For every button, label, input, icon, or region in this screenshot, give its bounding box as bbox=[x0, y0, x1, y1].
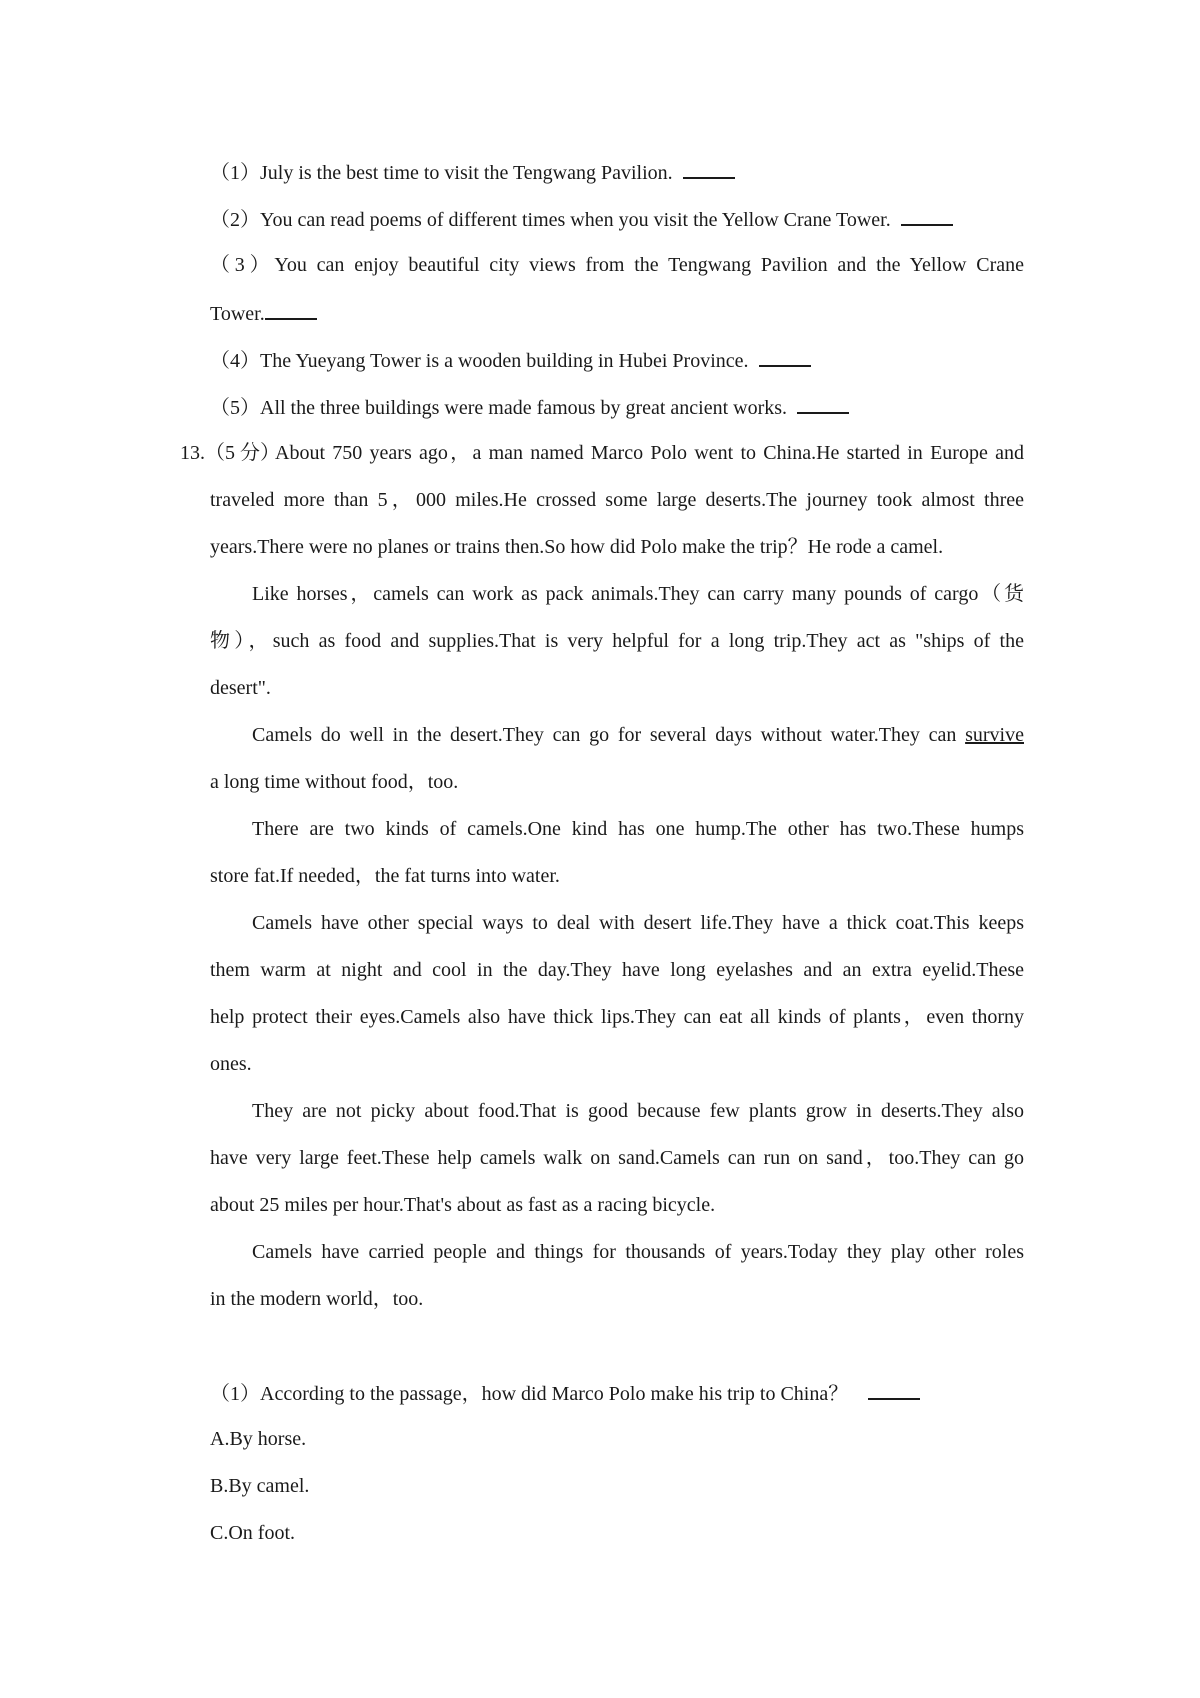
answer-blank-2[interactable] bbox=[901, 204, 953, 226]
option-a[interactable]: A.By horse. bbox=[210, 1428, 307, 1450]
passage-p4-line-2: store fat.If needed，the fat turns into water. bbox=[210, 865, 560, 887]
statement-2-text: （2）You can read poems of different times when you visit the Yellow Crane Tower. bbox=[210, 209, 891, 231]
passage-p7-line-2: in the modern world，too. bbox=[210, 1288, 424, 1310]
question-number: 13. bbox=[180, 442, 205, 464]
passage-p3-line-1 bbox=[252, 721, 1024, 749]
answer-blank-5[interactable] bbox=[797, 392, 849, 414]
statement-1-text: （1）July is the best time to visit the Tengwang Pavilion. bbox=[210, 162, 673, 184]
question-13-1 bbox=[210, 1378, 920, 1406]
passage-p3-text: Camels do well in the desert.They can go for several days without water.They can bbox=[252, 724, 957, 746]
question-13-1-text: （1）According to the passage，how did Marco Polo make his trip to China？ bbox=[210, 1383, 849, 1405]
passage-p3-line-2: a long time without food，too. bbox=[210, 771, 459, 793]
passage-p6-line-1: They are not picky about food.That is good because few plants grow in deserts.They also bbox=[252, 1100, 1024, 1122]
passage-p1-line-2: traveled more than 5，000 miles.He crossed some large deserts.The journey took almost three bbox=[210, 489, 1024, 511]
passage-p2-line-3: desert". bbox=[210, 677, 271, 699]
statement-4-text: （4）The Yueyang Tower is a wooden building in Hubei Province. bbox=[210, 350, 749, 372]
passage-p6-line-2: have very large feet.These help camels walk on sand.Camels can run on sand，too.They can go bbox=[210, 1147, 1024, 1169]
question-13-number bbox=[180, 439, 280, 467]
answer-blank-4[interactable] bbox=[759, 345, 811, 367]
underlined-word-survive: survive bbox=[965, 724, 1024, 746]
passage-p2-line-1: Like horses，camels can work as pack animals.They can carry many pounds of cargo（货 bbox=[252, 583, 1024, 605]
passage-p4-line-1: There are two kinds of camels.One kind has one hump.The other has two.These humps bbox=[252, 818, 1024, 840]
statement-3-line-1: （3）You can enjoy beautiful city views from the Tengwang Pavilion and the Yellow Crane bbox=[210, 254, 1024, 276]
passage-p5-line-3: help protect their eyes.Camels also have thick lips.They can eat all kinds of plants，even thorny bbox=[210, 1006, 1024, 1028]
passage-p1-line-1: About 750 years ago，a man named Marco Polo went to China.He started in Europe and bbox=[275, 442, 1024, 464]
option-b[interactable]: B.By camel. bbox=[210, 1475, 310, 1497]
answer-blank-3[interactable] bbox=[265, 298, 317, 320]
passage-p5-line-4: ones. bbox=[210, 1053, 252, 1075]
statement-5-text: （5）All the three buildings were made famous by great ancient works. bbox=[210, 397, 788, 419]
statement-2 bbox=[210, 204, 953, 232]
statement-3-text-end: Tower. bbox=[210, 303, 265, 325]
passage-p7-line-1: Camels have carried people and things for thousands of years.Today they play other roles bbox=[252, 1241, 1024, 1263]
answer-blank-1[interactable] bbox=[683, 157, 735, 179]
passage-p6-line-3: about 25 miles per hour.That's about as fast as a racing bicycle. bbox=[210, 1194, 716, 1216]
answer-blank-13-1[interactable] bbox=[868, 1378, 920, 1400]
statement-1 bbox=[210, 157, 735, 185]
passage-p2-line-2: 物），such as food and supplies.That is very helpful for a long trip.They act as "ships of the bbox=[210, 630, 1024, 652]
passage-p5-line-2: them warm at night and cool in the day.They have long eyelashes and an extra eyelid.These bbox=[210, 959, 1024, 981]
statement-5 bbox=[210, 392, 849, 420]
option-c[interactable]: C.On foot. bbox=[210, 1522, 295, 1544]
question-score: （5 分） bbox=[205, 442, 280, 464]
passage-p5-line-1: Camels have other special ways to deal with desert life.They have a thick coat.This keeps bbox=[252, 912, 1024, 934]
statement-4 bbox=[210, 345, 811, 373]
statement-3-line-2 bbox=[210, 298, 317, 326]
passage-p1-line-3: years.There were no planes or trains then.So how did Polo make the trip？He rode a camel. bbox=[210, 536, 944, 558]
